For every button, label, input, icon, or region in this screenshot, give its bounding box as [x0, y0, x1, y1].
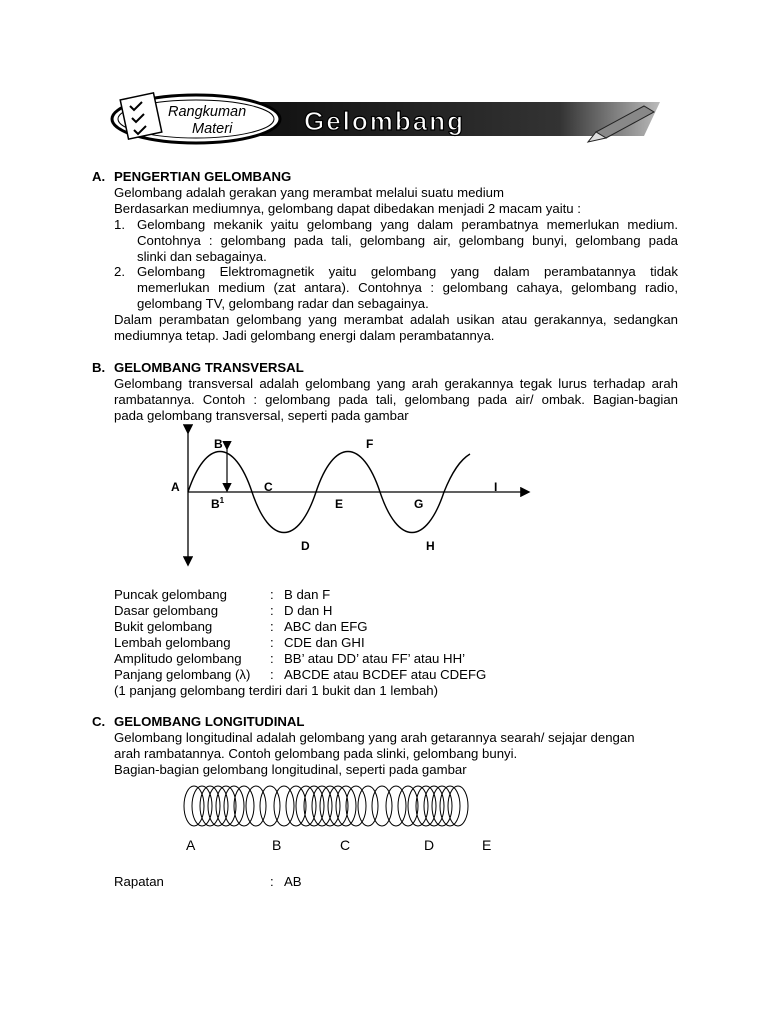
definition-row: [114, 619, 674, 635]
definition-term: Bukit gelombang: [114, 619, 213, 634]
paragraph-line: pada gelombang transversal, seperti pada gambar: [114, 408, 409, 423]
slinky-coil: [424, 786, 444, 826]
section-c-heading: GELOMBANG LONGITUDINAL: [114, 714, 305, 729]
slinky-coil: [274, 786, 294, 826]
slinky-label-b: B: [272, 837, 282, 853]
list-item-line: slinki dan sebagainya.: [137, 249, 267, 264]
slinky-label-e: E: [482, 837, 492, 853]
slinky-coil: [320, 786, 340, 826]
slinky-coil: [304, 786, 324, 826]
definition-separator: :: [270, 667, 274, 682]
slinky-coil: [216, 786, 236, 826]
definition-separator: :: [270, 635, 274, 650]
banner-label-line1: Rangkuman: [168, 104, 247, 120]
paragraph-line: rambatannya. Contoh : gelombang pada tali, gelombang pada air/ ombak. Bagian-bagian: [114, 392, 678, 407]
wave-label-g: G: [414, 497, 424, 511]
slinky-coil: [200, 786, 220, 826]
list-item-number: 2.: [114, 264, 125, 279]
definition-value: ABC dan EFG: [284, 619, 368, 634]
slinky-coil: [416, 786, 436, 826]
slinky-coil: [184, 786, 204, 826]
definition-value: CDE dan GHI: [284, 635, 365, 650]
definition-term: Puncak gelombang: [114, 587, 227, 602]
section-a-p2: Berdasarkan mediumnya, gelombang dapat dibedakan menjadi 2 macam yaitu :: [114, 201, 581, 216]
transverse-wave-figure: [160, 424, 540, 572]
checklist-icon: [120, 93, 162, 139]
slinky-coil: [312, 786, 332, 826]
section-c-letter: C.: [92, 714, 106, 729]
wave-label-b: B: [214, 437, 223, 451]
list-item-line: Gelombang Elektromagnetik yaitu gelombang yang dalam perambatannya tidak: [137, 264, 678, 279]
slinky-coils: [184, 786, 468, 826]
wave-label-h: H: [426, 539, 435, 553]
slinky-label-d: D: [424, 837, 435, 853]
definition-row: [114, 635, 674, 651]
paragraph-line: Bagian-bagian gelombang longitudinal, seperti pada gambar: [114, 762, 467, 777]
section-a-heading: PENGERTIAN GELOMBANG: [114, 169, 292, 184]
list-item-number: 1.: [114, 217, 125, 232]
definition-separator: :: [270, 874, 274, 889]
paragraph-line: mediumnya tetap. Jadi gelombang energi dalam perambatannya.: [114, 328, 495, 343]
slinky-coil: [440, 786, 460, 826]
section-b-heading: GELOMBANG TRANSVERSAL: [114, 360, 304, 375]
definition-separator: :: [270, 619, 274, 634]
list-item-line: gelombang TV, gelombang radar dan sebagainya.: [137, 296, 429, 311]
definition-value: B dan F: [284, 587, 331, 602]
definition-row: [114, 651, 674, 667]
list-item-line: memerlukan medium (zat antara). Contohnya : gelombang cahaya, gelombang radio,: [137, 280, 678, 295]
definition-value: AB: [284, 874, 302, 889]
definition-row: [114, 587, 674, 603]
longitudinal-definitions: [114, 874, 674, 894]
definition-row: [114, 603, 674, 619]
wave-label-f: F: [366, 437, 374, 451]
wave-label-i: I: [494, 480, 498, 494]
wave-label-c: C: [264, 480, 273, 494]
section-a-letter: A.: [92, 169, 106, 184]
transverse-note: (1 panjang gelombang terdiri dari 1 bukit dan 1 lembah): [114, 683, 439, 698]
section-a-p1: Gelombang adalah gerakan yang merambat melalui suatu medium: [114, 185, 504, 200]
paragraph-line: arah rambatannya. Contoh gelombang pada slinki, gelombang bunyi.: [114, 746, 518, 761]
definition-separator: :: [270, 603, 274, 618]
slinky-coil: [208, 786, 228, 826]
slinky-coil: [386, 786, 406, 826]
wave-label-a: A: [171, 480, 180, 494]
definition-value: ABCDE atau BCDEF atau CDEFG: [284, 667, 487, 682]
definition-row: [114, 667, 674, 683]
wave-label-b1: $B^1$: [211, 496, 225, 511]
definition-term: Panjang gelombang (λ): [114, 667, 251, 682]
slinky-figure: [180, 782, 500, 856]
definition-separator: :: [270, 587, 274, 602]
wave-label-e: E: [335, 497, 344, 511]
paragraph-line: Gelombang longitudinal adalah gelombang yang arah getarannya searah/ sejajar dengan: [114, 730, 635, 745]
definition-term: Dasar gelombang: [114, 603, 219, 618]
slinky-coil: [448, 786, 468, 826]
slinky-label-c: C: [340, 837, 351, 853]
definition-term: Rapatan: [114, 874, 164, 889]
list-item-line: Gelombang mekanik yaitu gelombang yang dalam perambatnya memerlukan medium.: [137, 217, 678, 232]
definition-term: Amplitudo gelombang: [114, 651, 242, 666]
header-banner: [108, 92, 668, 146]
section-b-letter: B.: [92, 360, 106, 375]
slinky-coil: [192, 786, 212, 826]
paragraph-line: Gelombang transversal adalah gelombang yang arah gerakannya tegak lurus terhadap arah: [114, 376, 678, 391]
definition-value: D dan H: [284, 603, 333, 618]
list-item-line: Contohnya : gelombang pada tali, gelombang air, gelombang bunyi, gelombang pada: [137, 233, 678, 248]
slinky-coil: [328, 786, 348, 826]
definition-separator: :: [270, 651, 274, 666]
wave-label-d: D: [301, 539, 310, 553]
slinky-coil: [432, 786, 452, 826]
definition-value: BB’ atau DD’ atau FF’ atau HH’: [284, 651, 466, 666]
definition-row: [114, 874, 674, 890]
slinky-label-a: A: [186, 837, 196, 853]
definition-term: Lembah gelombang: [114, 635, 231, 650]
banner-label-line2: Materi: [192, 121, 233, 137]
banner-title: Gelombang: [304, 106, 466, 136]
paragraph-line: Dalam perambatan gelombang yang merambat adalah usikan atau gerakannya, sedangkan: [114, 312, 678, 327]
